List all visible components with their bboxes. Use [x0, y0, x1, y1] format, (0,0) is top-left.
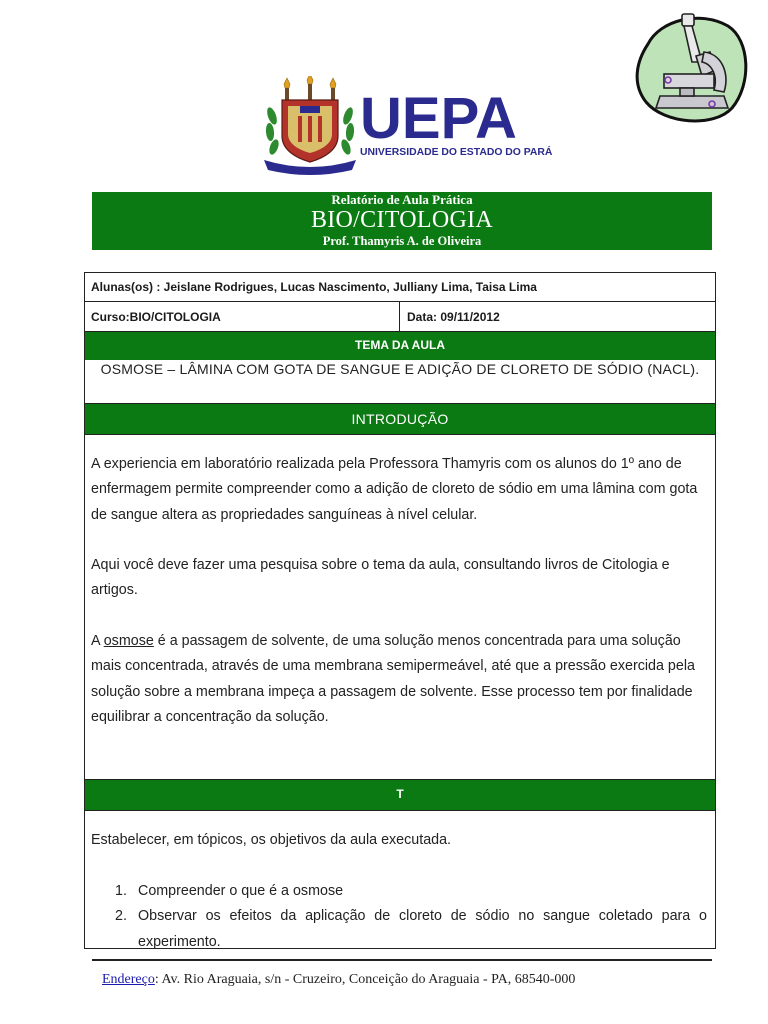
row-curso [85, 302, 715, 332]
cell-divider [399, 302, 400, 331]
objectives-header [85, 780, 715, 810]
list-item-number: 1. [115, 883, 127, 899]
logo-wordmark: UEPA [360, 86, 517, 151]
objectives-intro: Estabelecer, em tópicos, os objetivos da aula executada. [91, 832, 452, 848]
row-alunos [85, 273, 715, 302]
list-item-number: 2. [115, 908, 127, 925]
footer-address [102, 972, 575, 988]
list-item [85, 904, 715, 955]
data-text: Data: 09/11/2012 [407, 310, 500, 324]
intro-paragraph-2: Aqui você deve fazer uma pesquisa sobre o tema da aula, consultando livros de Citologia e artigos. [91, 557, 670, 599]
tema-text: OSMOSE – LÂMINA COM GOTA DE SANGUE E ADIÇÃO DE CLORETO DE SÓDIO (NACL). [100, 361, 700, 377]
intro-p3-rest: é a passagem de solvente, de uma solução menos concentrada para uma solução mais concentrada, através de uma membrana semipermeável, até que a pressão exercida pela solução sobre a membrana impeça a passagem de solvente. Esse processo tem por finalidade equilibrar a concentração da solução. [91, 633, 695, 725]
intro-paragraph-3 [91, 629, 707, 730]
list-item [85, 879, 715, 904]
logo-subtitle: UNIVERSIDADE DO ESTADO DO PARÁ [360, 147, 553, 158]
curso-text: Curso:BIO/CITOLOGIA [91, 310, 221, 324]
banner-title: BIO/CITOLOGIA [310, 207, 494, 233]
intro-header [85, 403, 715, 434]
report-banner [92, 192, 712, 250]
banner-professor: Prof. Thamyris A. de Oliveira [322, 234, 482, 248]
list-item-text: Compreender o que é a osmose [138, 883, 344, 899]
intro-header-label: INTRODUÇÃO [351, 411, 449, 427]
tema-row [85, 360, 715, 403]
uepa-logo [262, 76, 552, 176]
microscope-icon [634, 12, 750, 124]
tema-header-label: TEMA DA AULA [355, 338, 445, 352]
tema-header [85, 332, 715, 360]
osmose-term: osmose [103, 633, 154, 649]
intro-p3-start: A [91, 633, 104, 649]
banner-kicker: Relatório de Aula Prática [331, 192, 473, 207]
alunos-text: Alunas(os) : Jeislane Rodrigues, Lucas Nascimento, Julliany Lima, Taisa Lima [91, 280, 537, 294]
objectives-list [85, 879, 715, 955]
objectives-section [85, 810, 715, 948]
footer-divider [92, 959, 712, 961]
address-link[interactable]: Endereço [102, 972, 155, 987]
intro-paragraph-1: A experiencia em laboratório realizada pela Professora Thamyris com os alunos do 1º ano de enfermagem permite compreender como a adição de cloreto de sódio em uma lâmina com gota de sangue altera as propriedades sanguíneas à nível celular. [91, 456, 698, 523]
address-text: : Av. Rio Araguaia, s/n - Cruzeiro, Conceição do Araguaia - PA, 68540-000 [154, 972, 576, 987]
intro-section [85, 434, 715, 780]
objectives-header-label: T [396, 787, 404, 801]
list-item-text: Observar os efeitos da aplicação de cloreto de sódio no sangue coletado para o experimento. [138, 908, 707, 950]
report-table [84, 272, 716, 949]
uepa-crest-icon [262, 76, 358, 176]
